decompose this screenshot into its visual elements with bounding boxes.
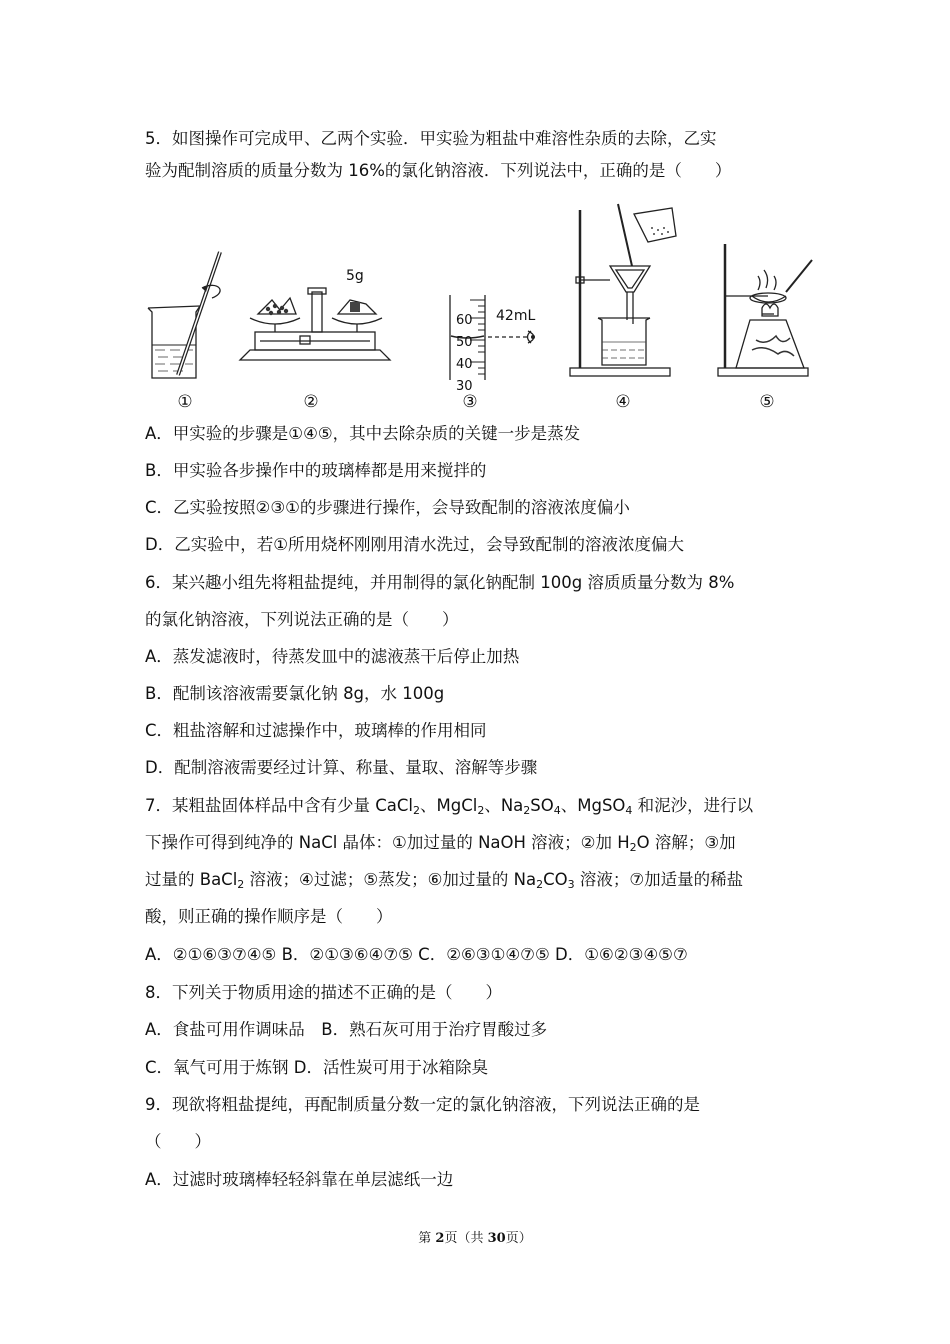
evaporation-diagram bbox=[718, 244, 812, 376]
cylinder-reading-label: 42mL bbox=[496, 308, 536, 324]
cylinder-tick-60: 60 bbox=[456, 313, 473, 328]
q6-option-d: D．配制溶液需要经过计算、称量、量取、溶解等步骤 bbox=[145, 758, 538, 777]
balance-diagram bbox=[240, 268, 390, 360]
q9-option-a: A．过滤时玻璃棒轻轻斜靠在单层滤纸一边 bbox=[145, 1170, 454, 1189]
q7-stem-line2: 下操作可得到纯净的 NaCl 晶体：①加过量的 NaOH 溶液；②加 $H_2O$ 溶解；③加 bbox=[145, 833, 736, 854]
q5-option-b: B．甲实验各步操作中的玻璃棒都是用来搅拌的 bbox=[145, 461, 487, 480]
cylinder-tick-30: 30 bbox=[456, 379, 473, 390]
beaker-stirring-diagram bbox=[148, 252, 220, 378]
q8-stem: 8．下列关于物质用途的描述不正确的是（ ） bbox=[145, 983, 502, 1002]
figure-label-2: ② bbox=[303, 392, 319, 412]
balance-weight-label: 5g bbox=[346, 268, 364, 284]
q6-stem-line2: 的氯化钠溶液，下列说法正确的是（ ） bbox=[145, 610, 459, 629]
graduated-cylinder-diagram bbox=[450, 295, 535, 390]
q7-options: A．②①⑥③⑦④⑤ B．②①③⑥④⑦⑤ C．②⑥③①④⑦⑤ D．①⑥②③④⑤⑦ bbox=[145, 945, 688, 964]
q5-stem-line2: 验为配制溶质的质量分数为 16%的氯化钠溶液．下列说法中，正确的是（ ） bbox=[145, 161, 732, 180]
total-page-number: 30 bbox=[487, 1231, 506, 1246]
q5-option-d: D．乙实验中，若①所用烧杯刚刚用清水洗过，会导致配制的溶液浓度偏大 bbox=[145, 535, 684, 554]
figure-label-5: ⑤ bbox=[759, 392, 775, 412]
current-page-number: 2 bbox=[435, 1231, 445, 1246]
cylinder-tick-50: 50 bbox=[456, 335, 473, 350]
q7-stem-line1: 7．某粗盐固体样品中含有少量 CaCl$_2$、MgCl$_2$、$Na_2SO_4$、MgSO$_4$ 和泥沙，进行以 bbox=[145, 796, 754, 817]
q6-option-b: B．配制该溶液需要氯化钠 8g，水 100g bbox=[145, 684, 445, 703]
q6-stem-line1: 6．某兴趣小组先将粗盐提纯，并用制得的氯化钠配制 100g 溶质质量分数为 8% bbox=[145, 573, 735, 592]
cylinder-tick-40: 40 bbox=[456, 357, 473, 372]
q9-stem-line2: （ ） bbox=[145, 1132, 211, 1151]
q5-option-c: C．乙实验按照②③①的步骤进行操作，会导致配制的溶液浓度偏小 bbox=[145, 498, 630, 517]
q7-stem-line4: 酸，则正确的操作顺序是（ ） bbox=[145, 907, 393, 926]
figure-label-4: ④ bbox=[615, 392, 631, 412]
filtration-diagram bbox=[570, 204, 676, 376]
q5-option-a: A．甲实验的步骤是①④⑤，其中去除杂质的关键一步是蒸发 bbox=[145, 424, 581, 443]
q8-options-line1: A．食盐可用作调味品 B．熟石灰可用于治疗胃酸过多 bbox=[145, 1020, 548, 1039]
q9-stem-line1: 9．现欲将粗盐提纯，再配制质量分数一定的氯化钠溶液，下列说法正确的是 bbox=[145, 1095, 700, 1114]
q6-option-c: C．粗盐溶解和过滤操作中，玻璃棒的作用相同 bbox=[145, 721, 487, 740]
q7-stem-line3: 过量的 BaCl$_2$ 溶液；④过滤；⑤蒸发；⑥加过量的 $Na_2CO_3$ 溶液；⑦加适量的稀盐 bbox=[145, 870, 744, 891]
q5-apparatus-figure bbox=[140, 200, 820, 390]
q5-stem-line1: 5．如图操作可完成甲、乙两个实验．甲实验为粗盐中难溶性杂质的去除，乙实 bbox=[145, 129, 717, 148]
q6-option-a: A．蒸发滤液时，待蒸发皿中的滤液蒸干后停止加热 bbox=[145, 647, 520, 666]
q8-options-line2: C．氧气可用于炼钢 D．活性炭可用于冰箱除臭 bbox=[145, 1058, 488, 1077]
figure-label-3: ③ bbox=[462, 392, 478, 412]
page-footer: 第 2页（共 30页） bbox=[418, 1231, 532, 1246]
figure-label-1: ① bbox=[177, 392, 193, 412]
